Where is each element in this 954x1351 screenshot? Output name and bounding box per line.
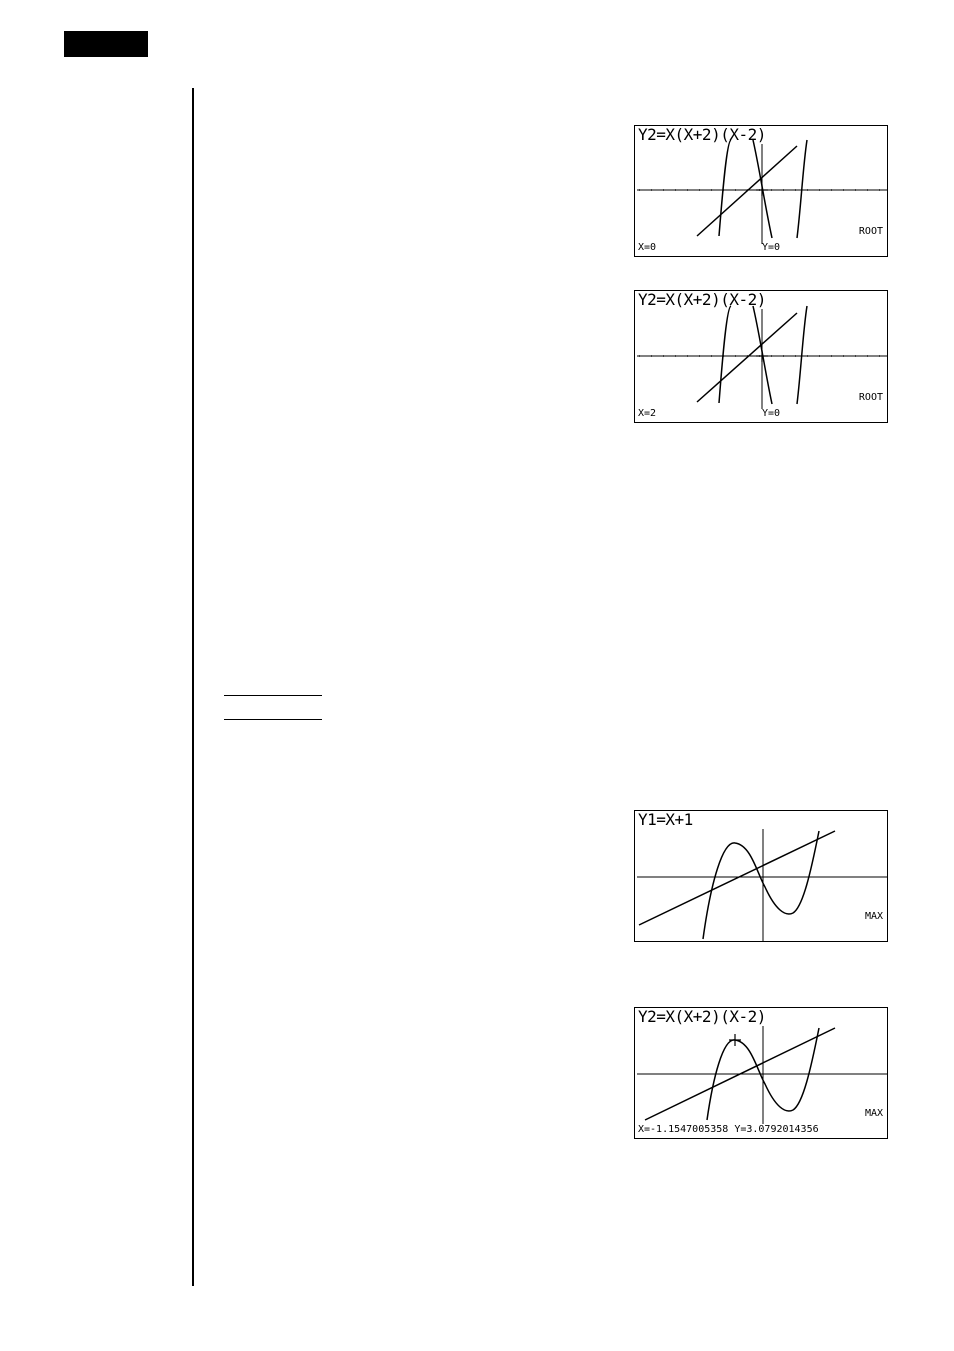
divider-top <box>224 695 322 696</box>
graph-plot <box>635 1008 888 1139</box>
coordinate-readout: X=-1.1547005358 Y=3.0792014356 <box>638 1124 819 1135</box>
calculator-screen-root-1 <box>634 125 888 257</box>
calculator-screen-max-2 <box>634 1007 888 1139</box>
graph-plot <box>635 811 888 942</box>
graph-plot <box>635 126 888 257</box>
margin-rule <box>192 88 194 1286</box>
graph-plot <box>635 291 888 423</box>
x-readout: X=0 <box>638 242 657 253</box>
mode-label: ROOT <box>858 392 883 403</box>
function-title: Y2=X(X+2)(X-2) <box>638 125 766 144</box>
mode-label: MAX <box>864 1108 883 1119</box>
section-tab-black <box>64 31 148 57</box>
function-title: Y2=X(X+2)(X-2) <box>638 1007 766 1026</box>
x-readout: X=2 <box>638 408 657 419</box>
calculator-screen-max-1 <box>634 810 888 942</box>
y-readout: Y=0 <box>762 242 781 253</box>
y-readout: Y=0 <box>762 408 781 419</box>
mode-label: ROOT <box>858 226 883 237</box>
divider-bottom <box>224 719 322 720</box>
function-title: Y1=X+1 <box>638 810 693 829</box>
mode-label: MAX <box>864 911 883 922</box>
function-title: Y2=X(X+2)(X-2) <box>638 290 766 309</box>
calculator-screen-root-2 <box>634 290 888 423</box>
